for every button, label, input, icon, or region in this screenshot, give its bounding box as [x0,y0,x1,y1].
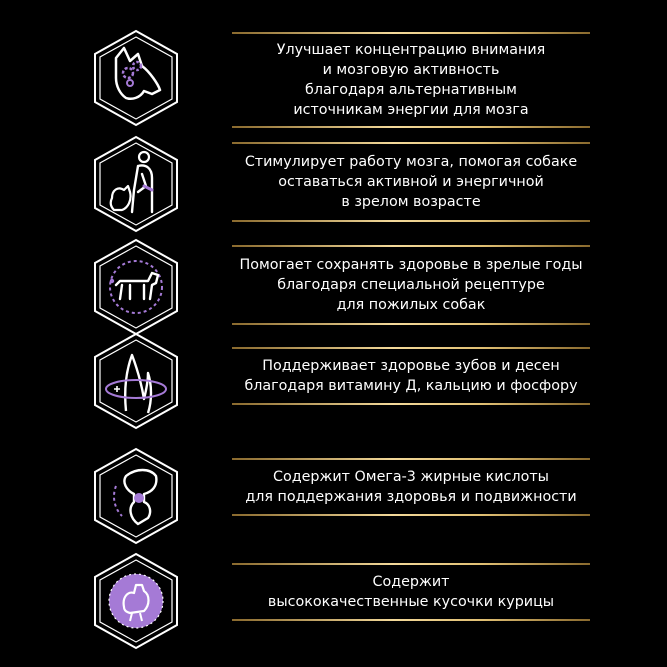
gold-divider-bottom [232,126,590,128]
benefit-row-brain-activity [0,142,667,222]
benefit-text: Содержит Омега-3 жирные кислоты для поддержания здоровья и подвижности [245,469,577,505]
chicken-badge-icon [86,551,186,651]
benefit-text: Поддерживает здоровье зубов и десен благодаря витамину Д, кальцию и фосфору [244,358,578,394]
benefit-text: Помогает сохранять здоровье в зрелые годы благодаря специальной рецептуре для пожилых собак [239,257,583,313]
benefit-text: Стимулирует работу мозга, помогая собаке оставаться активной и энергичной в зрелом возрасте [244,154,578,210]
tooth-sparkle-icon [86,331,186,431]
benefit-text: Содержит высококачественные кусочки курицы [267,574,555,610]
benefit-text: Улучшает концентрацию внимания и мозговую активность благодаря альтернативным источникам энергии для мозга [276,42,546,118]
dog-head-brain-gears-icon [86,28,186,128]
benefit-row-omega [0,458,667,516]
benefit-row-senior-health [0,245,667,325]
dog-in-circle-icon [86,237,186,337]
gold-divider-bottom [232,619,590,621]
gold-divider-bottom [232,403,590,405]
benefit-row-chicken [0,563,667,621]
benefit-row-brain [0,32,667,128]
person-with-dog-icon [86,134,186,234]
gold-divider-bottom [232,323,590,325]
gold-divider-bottom [232,514,590,516]
joint-bone-icon [86,446,186,546]
gold-divider-bottom [232,220,590,222]
benefit-row-teeth [0,347,667,405]
